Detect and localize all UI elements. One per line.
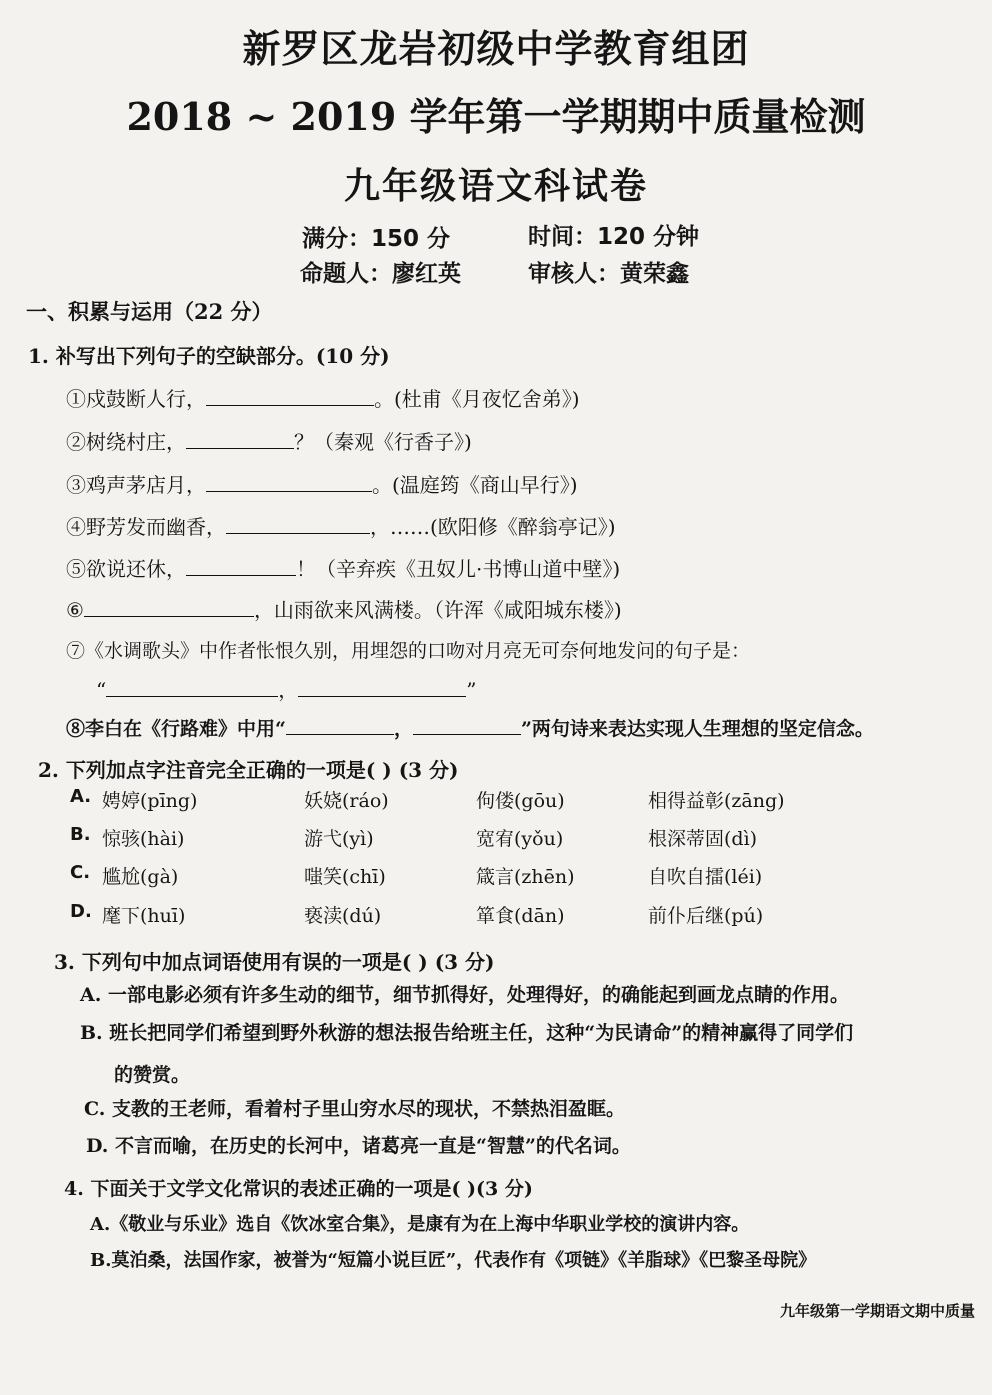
answer-blank[interactable] bbox=[206, 387, 374, 406]
answer-blank[interactable] bbox=[286, 716, 394, 735]
question-1-stem: 1. 补写出下列句子的空缺部分。(10 分) bbox=[28, 344, 390, 368]
q3-option-a[interactable]: A. 一部电影必须有许多生动的细节，细节抓得好，处理得好，的确能起到画龙点睛的作用。 bbox=[80, 984, 849, 1006]
question-4-stem: 4. 下面关于文学文化常识的表述正确的一项是( )(3 分) bbox=[64, 1178, 533, 1200]
q3-option-b[interactable]: B. 班长把同学们希望到野外秋游的想法报告给班主任，这种“为民请命”的精神赢得了同学们 bbox=[80, 1022, 854, 1044]
full-score: 满分：150 分 bbox=[302, 226, 451, 252]
answer-blank[interactable] bbox=[186, 430, 294, 449]
exam-time: 时间：120 分钟 bbox=[528, 224, 700, 250]
fill-item-1: ①戍鼓断人行， 。(杜甫《月夜忆舍弟》) bbox=[66, 387, 580, 411]
question-author: 命题人：廖红英 bbox=[300, 261, 461, 287]
section-title: 一、积累与运用（22 分） bbox=[26, 299, 273, 324]
answer-blank[interactable] bbox=[226, 515, 370, 534]
answer-blank[interactable] bbox=[206, 473, 372, 492]
exam-page: 新罗区龙岩初级中学教育组团 2018 ~ 2019 学年第一学期期中质量检测 九年级语文科试卷 满分：150 分 时间：120 分钟 命题人：廖红英 审核人：黄荣鑫 一、积累与运用（22 分） 1. 补写出下列句子的空缺部分。(10 分) ①戍鼓断人行， 。(杜甫《月夜忆舍弟》) ②树绕村庄， ？（秦观《行香子》) ③鸡声茅店月， 。(温庭筠《商山早行》) ④野芳发而幽香， ，……(欧阳修《醉翁亭记》) ⑤欲说还休， ！（辛弃疾《丑奴儿·书博山道中壁》) ⑥ ，山雨欲来风满楼。（许浑《咸阳城东楼》) ⑦《水调歌头》中作者怅恨久别，用埋怨的口吻对月亮无可奈何地发问的句子是： “ ， ” ⑧李白在《行路难》中用“ ， ”两句诗来表达实现人生理想的坚定信念。 2. 下列加点字注音完全正确的一项是( ) (3 分) A. 娉婷(pīng) 妖娆(ráo) 佝偻(gōu) 相得益彰(zāng) B. 惊骇(hài) 游弋(yì) 宽宥(yǒu) 根深蒂固(dì) C. 尴尬(gà) 嗤笑(chī) 箴言(zhēn) 自吹自擂(léi) D. 麾下(huī) 亵渎(dú) 箪食(dān) 前仆后继(pú) 3. 下列句中加点词语使用有误的一项是( ) (3 分) A. 一部电影必须有许多生动的细节，细节抓得好，处理得好，的确能起到画龙点睛的作用。 B. 班长把同学们希望到野外秋游的想法报告给班主任，这种“为民请命”的精神赢得了同学们 的赞赏。 C. 支教的王老师，看着村子里山穷水尽的现状，不禁热泪盈眶。 D. 不言而喻，在历史的长河中，诸葛亮一直是“智慧”的代名词。 4. 下面关于文学文化常识的表述正确的一项是( )(3 分) A.《敬业与乐业》选自《饮冰室合集》，是康有为在上海中华职业学校的演讲内容。 B.莫泊桑，法国作家，被誉为“短篇小说巨匠”，代表作有《项链》《羊脂球》《巴黎圣母院》 九年级第一学期语文期中质量 bbox=[0, 0, 992, 1395]
answer-blank[interactable] bbox=[186, 557, 296, 576]
fill-item-7-answer: “ ， ” bbox=[96, 678, 477, 702]
page-footer: 九年级第一学期语文期中质量 bbox=[780, 1302, 976, 1320]
q3-option-d[interactable]: D. 不言而喻，在历史的长河中，诸葛亮一直是“智慧”的代名词。 bbox=[86, 1135, 631, 1157]
q4-option-b[interactable]: B.莫泊桑，法国作家，被誉为“短篇小说巨匠”，代表作有《项链》《羊脂球》《巴黎圣母院》 bbox=[90, 1250, 817, 1271]
answer-blank[interactable] bbox=[413, 716, 521, 735]
fill-item-3: ③鸡声茅店月， 。(温庭筠《商山早行》) bbox=[66, 473, 578, 497]
fill-item-7: ⑦《水调歌头》中作者怅恨久别，用埋怨的口吻对月亮无可奈何地发问的句子是： bbox=[66, 640, 751, 662]
fill-item-5: ⑤欲说还休， ！（辛弃疾《丑奴儿·书博山道中壁》) bbox=[66, 557, 621, 581]
q4-option-a[interactable]: A.《敬业与乐业》选自《饮冰室合集》，是康有为在上海中华职业学校的演讲内容。 bbox=[90, 1214, 750, 1235]
q3-option-c[interactable]: C. 支教的王老师，看着村子里山穷水尽的现状，不禁热泪盈眶。 bbox=[84, 1098, 626, 1120]
school-group-title: 新罗区龙岩初级中学教育组团 bbox=[242, 26, 750, 71]
answer-blank[interactable] bbox=[298, 678, 466, 697]
fill-item-4: ④野芳发而幽香， ，……(欧阳修《醉翁亭记》) bbox=[66, 515, 616, 539]
fill-item-2: ②树绕村庄， ？（秦观《行香子》) bbox=[66, 430, 472, 454]
subject-title: 九年级语文科试卷 bbox=[343, 165, 648, 207]
reviewer: 审核人：黄荣鑫 bbox=[528, 261, 689, 287]
exam-term-title: 2018 ~ 2019 学年第一学期期中质量检测 bbox=[126, 94, 866, 139]
answer-blank[interactable] bbox=[84, 598, 254, 617]
fill-item-8: ⑧李白在《行路难》中用“ ， ”两句诗来表达实现人生理想的坚定信念。 bbox=[66, 718, 874, 740]
question-3-stem: 3. 下列句中加点词语使用有误的一项是( ) (3 分) bbox=[54, 950, 495, 974]
question-2-stem: 2. 下列加点字注音完全正确的一项是( ) (3 分) bbox=[38, 758, 459, 782]
fill-item-6: ⑥ ，山雨欲来风满楼。（许浑《咸阳城东楼》) bbox=[66, 598, 622, 622]
answer-blank[interactable] bbox=[106, 678, 278, 697]
q3-option-b-continued: 的赞赏。 bbox=[114, 1064, 191, 1086]
